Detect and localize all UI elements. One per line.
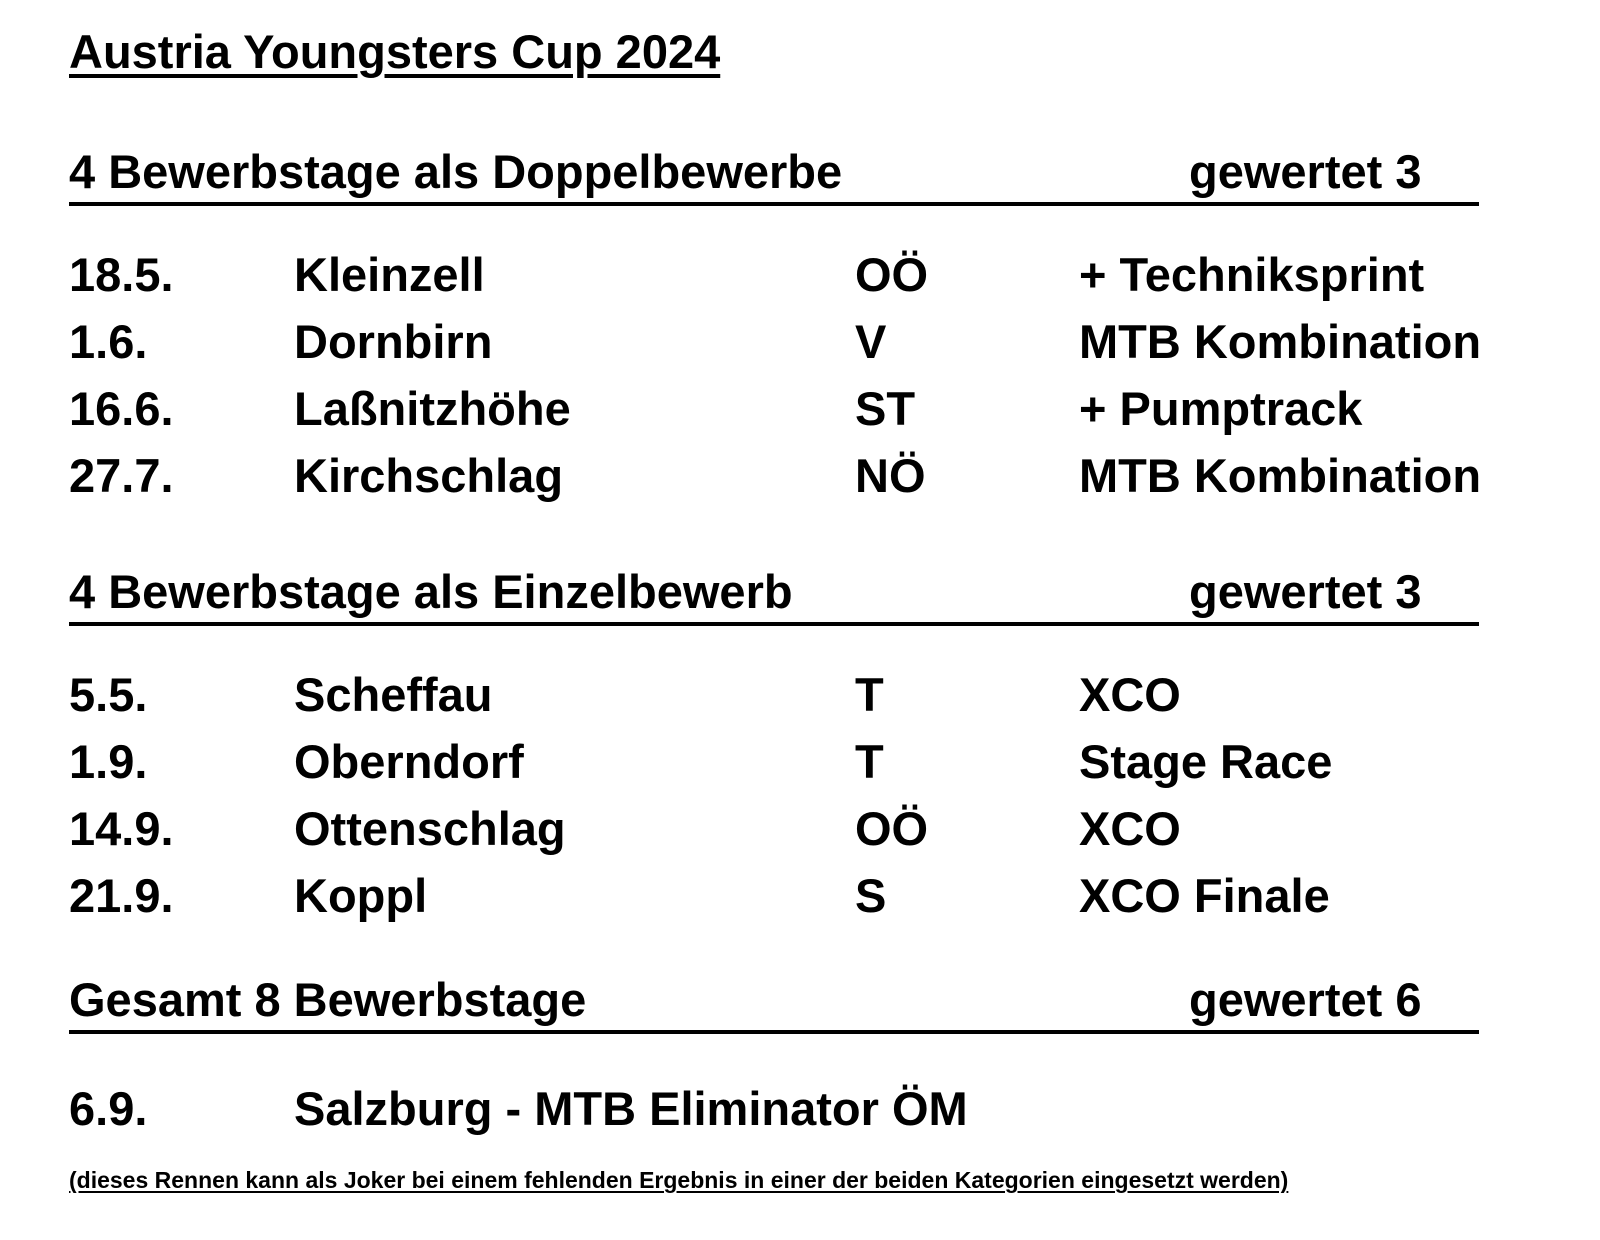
event-date: 1.9. [69,735,148,788]
section-scoring: gewertet 3 [1189,145,1422,198]
event-place: Oberndorf [294,735,524,788]
joker-note: (dieses Rennen kann als Joker bei einem fehlenden Ergebnis in einer der beiden Kategorien eingesetzt werden) [69,1167,1289,1193]
event-date: 21.9. [69,869,174,922]
event-date: 16.6. [69,382,174,435]
event-place: Ottenschlag [294,802,566,855]
event-region: OÖ [855,802,929,855]
event-type: + Techniksprint [1079,248,1425,301]
section-heading-gesamt [69,970,1479,1034]
section-heading-label: 4 Bewerbstage als Einzelbewerb [69,565,793,618]
total-scoring: gewertet 6 [1189,973,1422,1026]
event-region: T [855,735,884,788]
event-region: V [855,315,887,368]
event-type: MTB Kombination [1079,315,1482,368]
event-type: + Pumptrack [1079,382,1363,435]
event-region: NÖ [855,449,926,502]
document-title: Austria Youngsters Cup 2024 [69,25,721,78]
event-region: S [855,869,887,922]
event-date: 1.6. [69,315,148,368]
event-date: 14.9. [69,802,174,855]
event-place: Kleinzell [294,248,485,301]
event-place: Scheffau [294,668,493,721]
section-heading-doppelbewerbe [69,142,1479,206]
event-region: ST [855,382,916,435]
event-region: T [855,668,884,721]
event-type: XCO [1079,668,1181,721]
event-place: Kirchschlag [294,449,564,502]
event-date: 27.7. [69,449,174,502]
event-place: Dornbirn [294,315,493,368]
event-date: 5.5. [69,668,148,721]
event-type: XCO [1079,802,1181,855]
event-type: MTB Kombination [1079,449,1482,502]
event-region: OÖ [855,248,929,301]
event-type: Stage Race [1079,735,1333,788]
joker-event: Salzburg - MTB Eliminator ÖM [294,1082,968,1135]
event-type: XCO Finale [1079,869,1330,922]
event-place: Koppl [294,869,428,922]
section-heading-label: 4 Bewerbstage als Doppelbewerbe [69,145,843,198]
total-heading-label: Gesamt 8 Bewerbstage [69,973,587,1026]
section-heading-einzelbewerb [69,562,1479,626]
event-place: Laßnitzhöhe [294,382,571,435]
joker-date: 6.9. [69,1082,148,1135]
event-date: 18.5. [69,248,174,301]
section-scoring: gewertet 3 [1189,565,1422,618]
